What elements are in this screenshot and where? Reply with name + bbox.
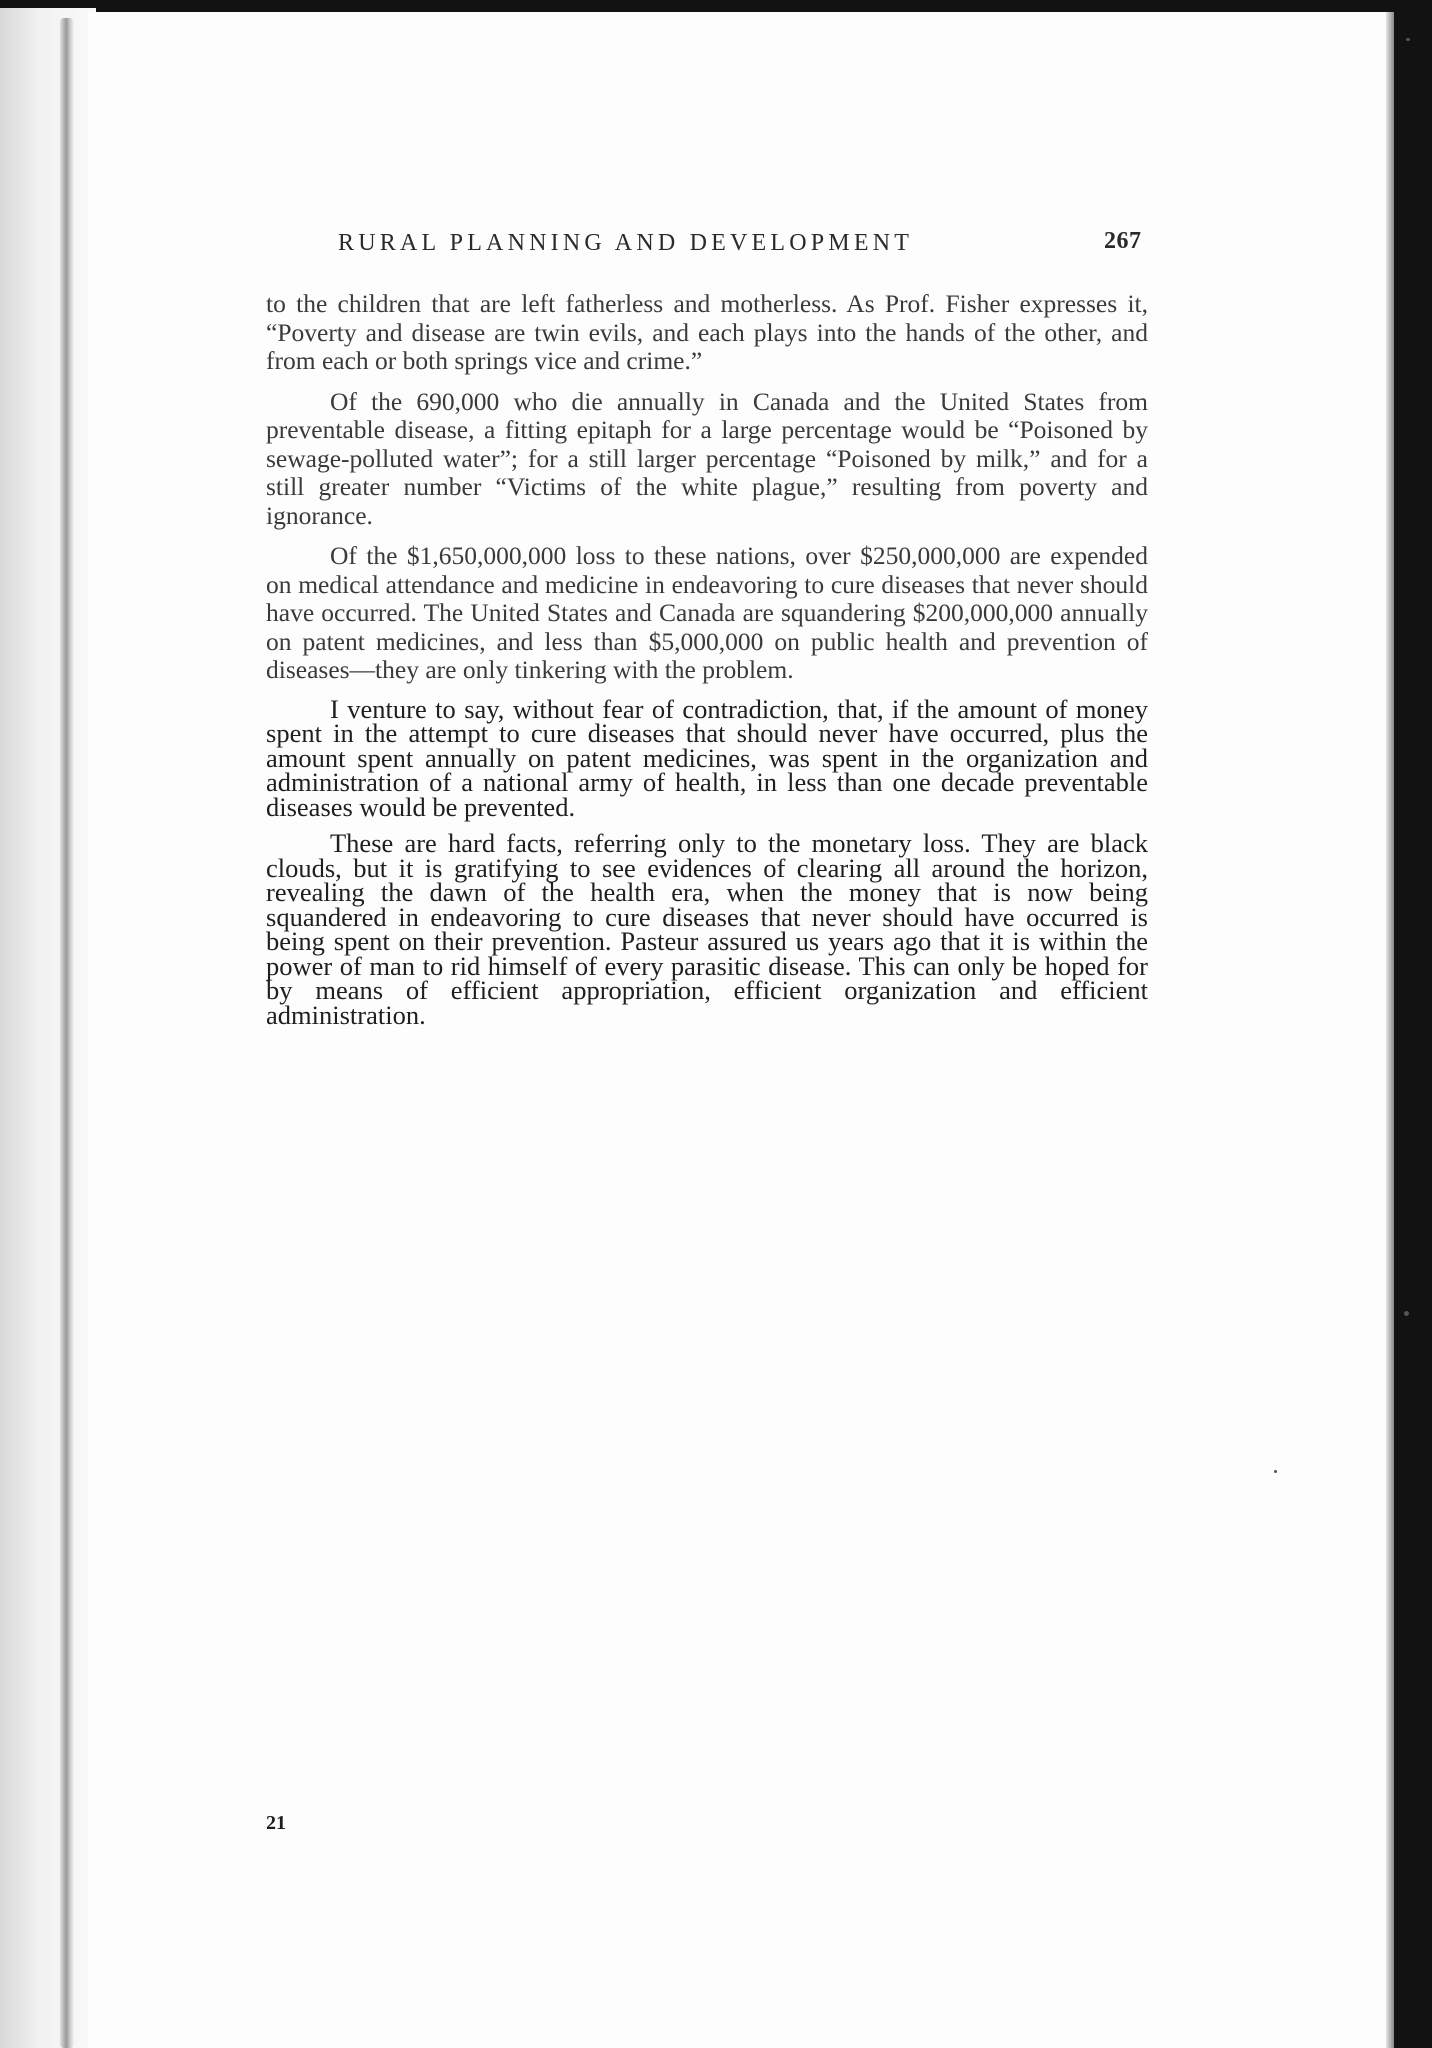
paragraph-monetary-loss: Of the $1,650,000,000 loss to these nations, over $250,000,000 are expended on medical attendance and medicine in endeavoring to cure diseases that never should have occurred. The United States and Canada are squandering $200,000,000 annually on patent medicines, and less than $5,000,000 on public health and prevention of diseases—they are only tinkering with the problem. — [266, 541, 1148, 684]
page-number: 267 — [1104, 228, 1142, 254]
body-text — [266, 290, 1148, 1039]
running-header — [338, 230, 1148, 260]
running-title: RURAL PLANNING AND DEVELOPMENT — [338, 230, 914, 256]
paper-speck — [1404, 1311, 1409, 1316]
book-spine-edge — [60, 18, 74, 2048]
paragraph-health-era: These are hard facts, referring only to the monetary loss. They are black clouds, but it is gratifying to see evidences of clearing all around the horizon, revealing the dawn of the health era, when the money that is now being squandered in endeavoring to cure diseases that never should have occurred is being spent on their prevention. Pasteur assured us years ago that it is within the power of man to rid himself of every parasitic disease. This can only be hoped for by means of efficient appropriation, efficient organization and efficient administration. — [266, 828, 1148, 1030]
paper-speck — [1274, 1470, 1277, 1473]
book-gutter-shadow — [0, 8, 96, 2048]
paragraph-preventable-deaths: Of the 690,000 who die annually in Canada and the United States from preventable disease, a fitting epitaph for a large percentage would be “Poisoned by sewage-polluted water”; for a still larger percentage “Poisoned by milk,” and for a still greater number “Victims of the white plague,” resulting from poverty and ignorance. — [266, 386, 1148, 530]
paragraph-national-army-of-health: I venture to say, without fear of contradiction, that, if the amount of money spent in the attempt to cure diseases that should never have occurred, plus the amount spent annually on patent medicines, was spent in the organization and administration of a national army of health, in less than one decade preventable diseases would be prevented. — [266, 693, 1148, 822]
paper-speck — [1406, 38, 1410, 41]
signature-mark: 21 — [266, 1812, 286, 1834]
page-right-edge — [1386, 12, 1394, 2048]
paragraph-continued: to the children that are left fatherless and motherless. As Prof. Fisher expresses it, “Poverty and disease are twin evils, and each plays into the hands of the other, and from each or both springs vice and crime.” — [266, 289, 1148, 375]
